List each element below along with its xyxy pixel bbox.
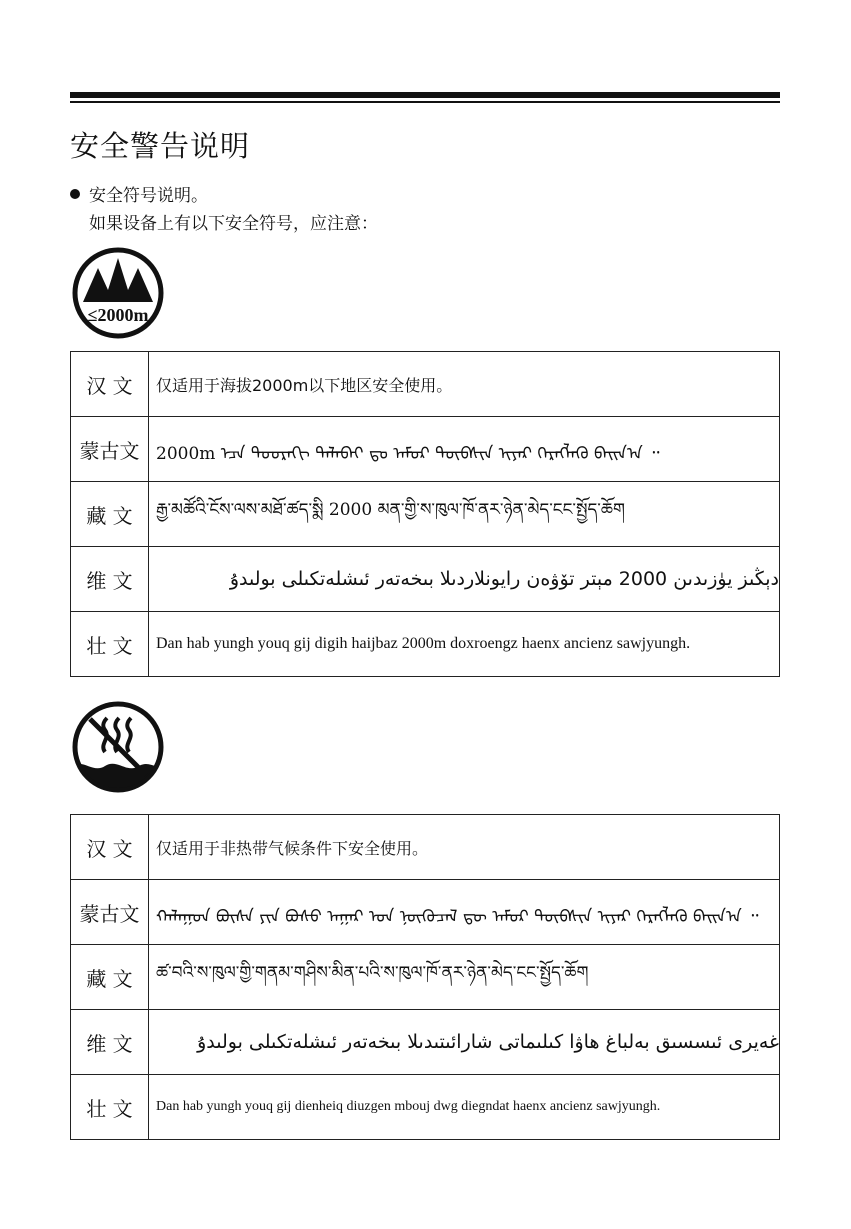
warning-text-zhuang: Dan hab yungh youq gij dienheiq diuzgen mbouj dwg diegndat haenx ancienz sawjyungh. [149,1075,780,1140]
top-rule-thin [70,101,780,103]
lang-label: 壮 文 [71,612,149,677]
lang-label: 汉 文 [71,815,149,880]
table-row [71,612,780,677]
warning-text-tibetan: རྒྱ་མཚོའི་ངོས་ལས་མཐོ་ཚད་སྨི 2000 མན་གྱི་ས་ཁུལ་ཁོ་ནར་ཉེན་མེད་ངང་སྤྱོད་ཆོག [149,482,780,547]
top-rule-thick [70,92,780,98]
warning-text-uyghur: دېڭىز يۈزىدىن 2000 مېتر تۆۋەن رايونلاردىلا بىخەتەر ئىشلەتكىلى بولىدۇ [149,547,780,612]
lang-label: 蒙古文 [71,417,149,482]
table-row [71,352,780,417]
bullet-item [70,181,208,206]
table-row [71,417,780,482]
lang-label: 壮 文 [71,1075,149,1140]
lang-label: 蒙古文 [71,880,149,945]
lang-label: 维 文 [71,1010,149,1075]
lang-label: 藏 文 [71,482,149,547]
table-row [71,880,780,945]
lang-label: 藏 文 [71,945,149,1010]
table-row [71,945,780,1010]
lang-label: 维 文 [71,547,149,612]
altitude-warning-table [70,351,780,677]
bullet-text: 安全符号说明。 [89,186,208,206]
warning-text-mongolian: ᠬᠠᠯᠠᠭᠤᠨ ᠪᠦᠰᠡ ᠶᠢᠨ ᠪᠤᠰᠤ ᠠᠭᠠᠷ ᠤᠨ ᠨᠥᠬᠦᠴᠡᠯ ᠳᠦ ᠠᠮᠤᠷ ᠲᠥᠪᠰᠢᠨ ᠢᠶᠡᠷ ᠬᠡᠷᠡᠭᠯᠡᠬᠦ ᠪᠠᠢᠨ᠎ᠠ ᠃ [149,880,780,945]
climate-warning-table [70,814,780,1140]
non-tropical-climate-icon [71,700,165,794]
warning-text-chinese: 仅适用于非热带气候条件下安全使用。 [149,815,780,880]
warning-text-chinese: 仅适用于海拔2000m以下地区安全使用。 [149,352,780,417]
altitude-2000m-icon [71,246,165,340]
warning-text-zhuang: Dan hab yungh youq gij digih haijbaz 2000m doxroengz haenx ancienz sawjyungh. [149,612,780,677]
table-row [71,815,780,880]
lang-label: 汉 文 [71,352,149,417]
bullet-dot-icon [70,189,80,199]
note-text: 如果设备上有以下安全符号，应注意： [89,214,378,234]
table-row [71,482,780,547]
table-row [71,1075,780,1140]
page-title: 安全警告说明 [70,129,251,163]
warning-text-tibetan: ཚ་བའི་ས་ཁུལ་གྱི་གནམ་གཤིས་མིན་པའི་ས་ཁུལ་ཁོ་ནར་ཉེན་མེད་ངང་སྤྱོད་ཆོག [149,945,780,1010]
table-row [71,1010,780,1075]
warning-text-mongolian: 2000m ᠡᠴᠡ ᠳᠣᠣᠷᠠᠬᠢ ᠲᠠᠯᠠᠪᠠᠢ ᠳᠤ ᠠᠮᠤᠷ ᠲᠥᠪᠰᠢᠨ ᠢᠶᠡᠷ ᠬᠡᠷᠡᠭᠯᠡᠬᠦ ᠪᠠᠢᠨ᠎ᠠ ᠃ [149,417,780,482]
warning-text-uyghur: غەيرى ئىسسىق بەلباغ ھاۋا كىلىماتى شارائىتىدىلا بىخەتەر ئىشلەتكىلى بولىدۇ [149,1010,780,1075]
altitude-label: ≤2000m [87,305,149,325]
table-row [71,547,780,612]
